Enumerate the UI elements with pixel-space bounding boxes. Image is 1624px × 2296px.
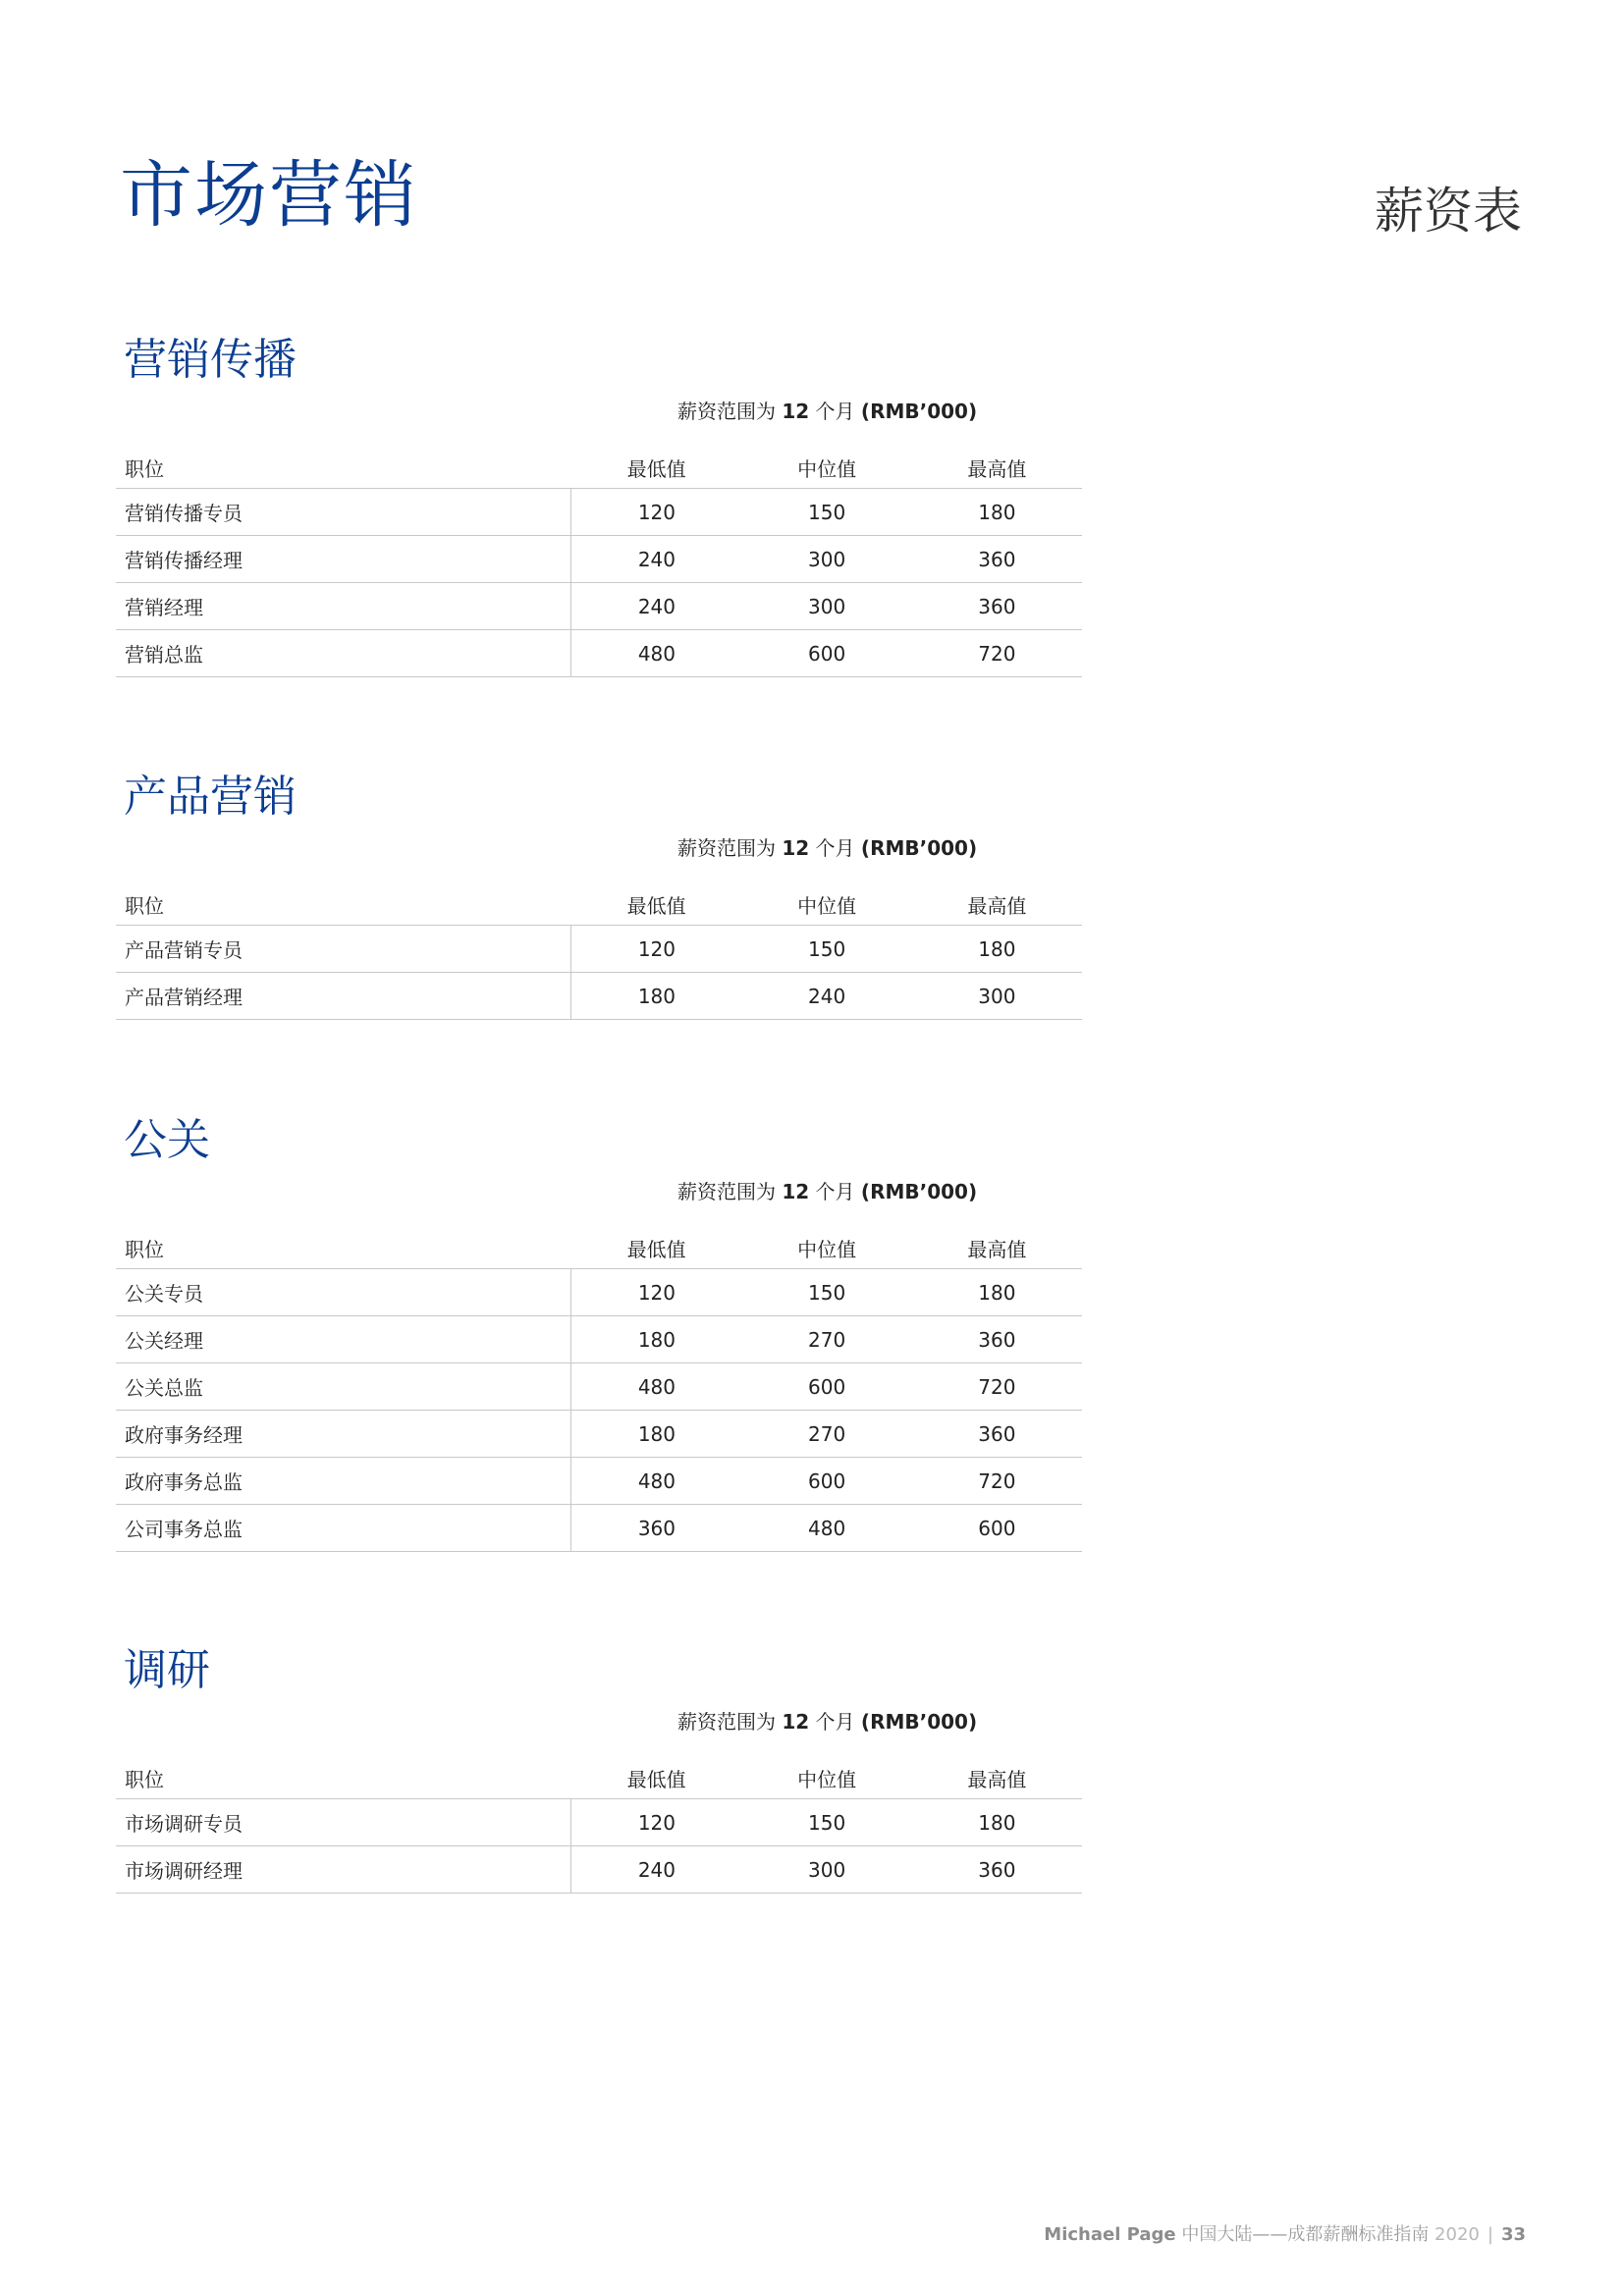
median-cell: 300 xyxy=(742,1846,912,1894)
table-row xyxy=(116,1269,1082,1316)
section-public-relations xyxy=(116,1115,1082,1552)
role-cell: 市场调研专员 xyxy=(116,1799,571,1846)
table-row xyxy=(116,583,1082,630)
min-cell: 180 xyxy=(571,1411,742,1458)
min-cell: 240 xyxy=(571,536,742,583)
max-cell: 600 xyxy=(912,1505,1082,1552)
table-row xyxy=(116,1363,1082,1411)
role-cell: 政府事务经理 xyxy=(116,1411,571,1458)
min-cell: 240 xyxy=(571,1846,742,1894)
salary-range-note: 薪资范围为 12 个月 (RMB’000) xyxy=(677,400,978,423)
column-header-role: 职位 xyxy=(116,1747,571,1799)
table-header-row xyxy=(116,874,1082,926)
table-row xyxy=(116,489,1082,536)
min-cell: 480 xyxy=(571,1458,742,1505)
table-row xyxy=(116,973,1082,1020)
median-cell: 300 xyxy=(742,583,912,630)
column-header-max: 最高值 xyxy=(912,1747,1082,1799)
column-header-role: 职位 xyxy=(116,1217,571,1269)
column-header-median: 中位值 xyxy=(742,874,912,926)
footer-year: 2020 xyxy=(1435,2224,1480,2245)
column-header-median: 中位值 xyxy=(742,1217,912,1269)
role-cell: 政府事务总监 xyxy=(116,1458,571,1505)
table-row xyxy=(116,1846,1082,1894)
salary-table xyxy=(116,437,1082,677)
min-cell: 120 xyxy=(571,926,742,973)
footer-separator: | xyxy=(1487,2224,1493,2245)
role-cell: 产品营销经理 xyxy=(116,973,571,1020)
table-header-row xyxy=(116,1747,1082,1799)
median-cell: 150 xyxy=(742,1799,912,1846)
footer-text: 中国大陆——成都薪酬标准指南 xyxy=(1175,2224,1435,2245)
role-cell: 公关专员 xyxy=(116,1269,571,1316)
min-cell: 240 xyxy=(571,583,742,630)
table-row xyxy=(116,1458,1082,1505)
median-cell: 600 xyxy=(742,1458,912,1505)
min-cell: 120 xyxy=(571,489,742,536)
page-footer xyxy=(1044,2220,1526,2246)
column-header-min: 最低值 xyxy=(571,874,742,926)
section-title: 公关 xyxy=(124,1115,210,1165)
max-cell: 360 xyxy=(912,583,1082,630)
median-cell: 240 xyxy=(742,973,912,1020)
section-marketing-communications xyxy=(116,335,1082,677)
role-cell: 市场调研经理 xyxy=(116,1846,571,1894)
min-cell: 120 xyxy=(571,1269,742,1316)
median-cell: 150 xyxy=(742,1269,912,1316)
column-header-role: 职位 xyxy=(116,437,571,489)
median-cell: 600 xyxy=(742,1363,912,1411)
max-cell: 360 xyxy=(912,1846,1082,1894)
footer-brand: Michael Page xyxy=(1044,2224,1176,2245)
column-header-min: 最低值 xyxy=(571,1747,742,1799)
section-research xyxy=(116,1645,1082,1894)
role-cell: 公关经理 xyxy=(116,1316,571,1363)
median-cell: 300 xyxy=(742,536,912,583)
min-cell: 360 xyxy=(571,1505,742,1552)
table-row xyxy=(116,926,1082,973)
max-cell: 180 xyxy=(912,926,1082,973)
column-header-max: 最高值 xyxy=(912,1217,1082,1269)
table-row xyxy=(116,536,1082,583)
min-cell: 180 xyxy=(571,973,742,1020)
min-cell: 480 xyxy=(571,1363,742,1411)
salary-table xyxy=(116,1747,1082,1894)
max-cell: 180 xyxy=(912,1799,1082,1846)
median-cell: 150 xyxy=(742,489,912,536)
median-cell: 270 xyxy=(742,1316,912,1363)
role-cell: 公司事务总监 xyxy=(116,1505,571,1552)
section-title: 产品营销 xyxy=(124,772,297,822)
min-cell: 120 xyxy=(571,1799,742,1846)
column-header-max: 最高值 xyxy=(912,874,1082,926)
column-header-max: 最高值 xyxy=(912,437,1082,489)
min-cell: 180 xyxy=(571,1316,742,1363)
salary-range-note: 薪资范围为 12 个月 (RMB’000) xyxy=(677,836,978,860)
max-cell: 360 xyxy=(912,536,1082,583)
section-title: 营销传播 xyxy=(124,335,297,385)
column-header-role: 职位 xyxy=(116,874,571,926)
salary-table xyxy=(116,874,1082,1020)
column-header-min: 最低值 xyxy=(571,437,742,489)
page-title: 市场营销 xyxy=(120,153,418,238)
salary-table xyxy=(116,1217,1082,1552)
role-cell: 营销传播经理 xyxy=(116,536,571,583)
max-cell: 720 xyxy=(912,1458,1082,1505)
table-header-row xyxy=(116,1217,1082,1269)
max-cell: 180 xyxy=(912,1269,1082,1316)
median-cell: 270 xyxy=(742,1411,912,1458)
median-cell: 600 xyxy=(742,630,912,677)
max-cell: 720 xyxy=(912,630,1082,677)
role-cell: 公关总监 xyxy=(116,1363,571,1411)
max-cell: 360 xyxy=(912,1316,1082,1363)
salary-range-note: 薪资范围为 12 个月 (RMB’000) xyxy=(677,1180,978,1203)
table-row xyxy=(116,1505,1082,1552)
column-header-median: 中位值 xyxy=(742,1747,912,1799)
table-row xyxy=(116,1316,1082,1363)
table-row xyxy=(116,630,1082,677)
section-product-marketing xyxy=(116,772,1082,1020)
page-number: 33 xyxy=(1500,2224,1526,2245)
median-cell: 150 xyxy=(742,926,912,973)
section-title: 调研 xyxy=(124,1645,210,1695)
document-type-label: 薪资表 xyxy=(1375,183,1522,240)
role-cell: 产品营销专员 xyxy=(116,926,571,973)
column-header-min: 最低值 xyxy=(571,1217,742,1269)
column-header-median: 中位值 xyxy=(742,437,912,489)
max-cell: 720 xyxy=(912,1363,1082,1411)
max-cell: 300 xyxy=(912,973,1082,1020)
table-row xyxy=(116,1799,1082,1846)
max-cell: 360 xyxy=(912,1411,1082,1458)
table-header-row xyxy=(116,437,1082,489)
max-cell: 180 xyxy=(912,489,1082,536)
salary-range-note: 薪资范围为 12 个月 (RMB’000) xyxy=(677,1710,978,1734)
role-cell: 营销总监 xyxy=(116,630,571,677)
table-row xyxy=(116,1411,1082,1458)
min-cell: 480 xyxy=(571,630,742,677)
role-cell: 营销经理 xyxy=(116,583,571,630)
median-cell: 480 xyxy=(742,1505,912,1552)
role-cell: 营销传播专员 xyxy=(116,489,571,536)
